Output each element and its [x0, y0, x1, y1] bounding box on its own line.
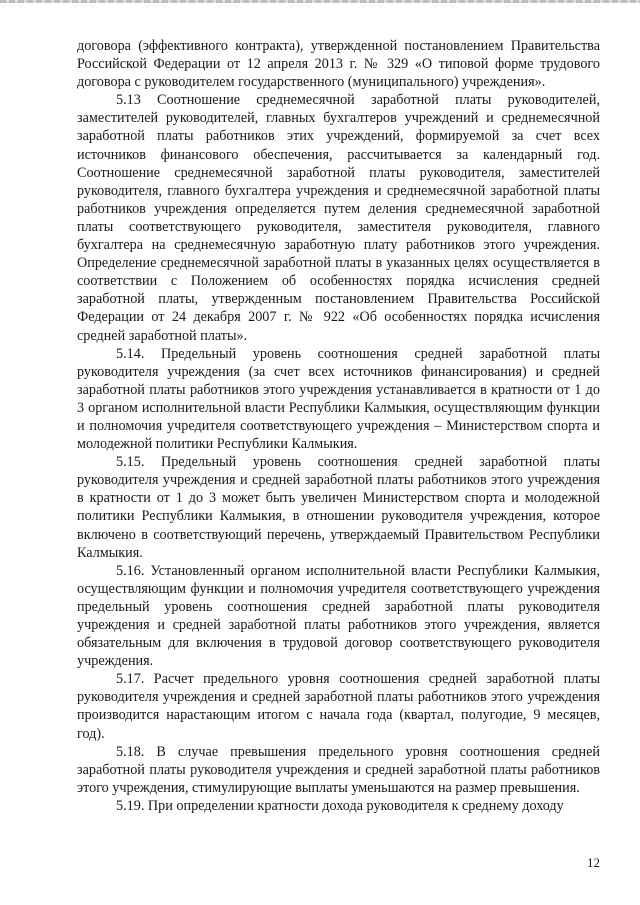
paragraph-5-14: 5.14. Предельный уровень соотношения средней заработной платы руководителя учреждения (за счет всех источников финансирования) и средней заработной платы работников этого учреждения устанавливается в кратности от 1 до 3 органом исполнительной власти Республики Калмыкия, осуществляющим функции и полномочия учредителя соответствующего учреждения – Министерством спорта и молодежной политики Республики Калмыкия. [77, 345, 600, 453]
paragraph-5-15: 5.15. Предельный уровень соотношения средней заработной платы руководителя учреждения и средней заработной платы работников этого учреждения в кратности от 1 до 3 может быть увеличен Министерством спорта и молодежной политики Республики Калмыкия, в отношении руководителя учреждения, которое включено в соответствующий перечень, утверждаемый Правительством Республики Калмыкия. [77, 454, 600, 561]
paragraph-5-16: 5.16. Установленный органом исполнительной власти Республики Калмыкия, осуществляющим функции и полномочия учредителя соответствующего учреждения предельный уровень соотношения средней заработной платы руководителя учреждения и средней заработной платы работников этого учреждения, является обязательным для включения в трудовой договор соответствующего руководителя учреждения. [77, 562, 600, 670]
paragraph-5-18: 5.18. В случае превышения предельного уровня соотношения средней заработной платы руководителя учреждения и средней заработной платы работников этого учреждения, стимулирующие выплаты уменьшаются на размер превышения. [77, 743, 600, 796]
page-number: 12 [587, 855, 600, 870]
paragraph-continuation: договора (эффективного контракта), утвержденной постановлением Правительства Российской Федерации от 12 апреля 2013 г. № 329 «О типовой форме трудового договора с руководителем государственного (муниципального) учреждения». [77, 38, 600, 91]
paragraph-5-17: 5.17. Расчет предельного уровня соотношения средней заработной платы руководителя учреждения и средней заработной платы работников этого учреждения производится нарастающим итогом с начала года (квартал, полугодие, 9 месяцев, год). [77, 671, 600, 742]
scan-top-edge [0, 0, 640, 3]
paragraph-5-19: 5.19. При определении кратности дохода руководителя к среднему доходу [116, 797, 564, 814]
document-body [77, 37, 600, 815]
paragraph-5-13: 5.13 Соотношение среднемесячной заработной платы руководителей, заместителей руководителей, главных бухгалтеров учреждений и среднемесячной заработной платы работников этих учреждений, формируемой за счет всех источников финансового обеспечения, рассчитывается за календарный год. Соотношение среднемесячной заработной платы руководителя, заместителей руководителя, главного бухгалтера учреждения и среднемесячной заработной платы работников учреждения определяется путем деления среднемесячной заработной платы соответствующего руководителя, заместителя руководителя, главного бухгалтера на среднемесячную заработную плату работников этого учреждения. Определение среднемесячной заработной платы в указанных целях осуществляется в соответствии с Положением об особенностях порядка исчисления средней заработной платы, утвержденным постановлением Правительства Российской Федерации от 24 декабря 2007 г. № 922 «Об особенностях порядка исчисления средней заработной платы». [77, 92, 600, 344]
